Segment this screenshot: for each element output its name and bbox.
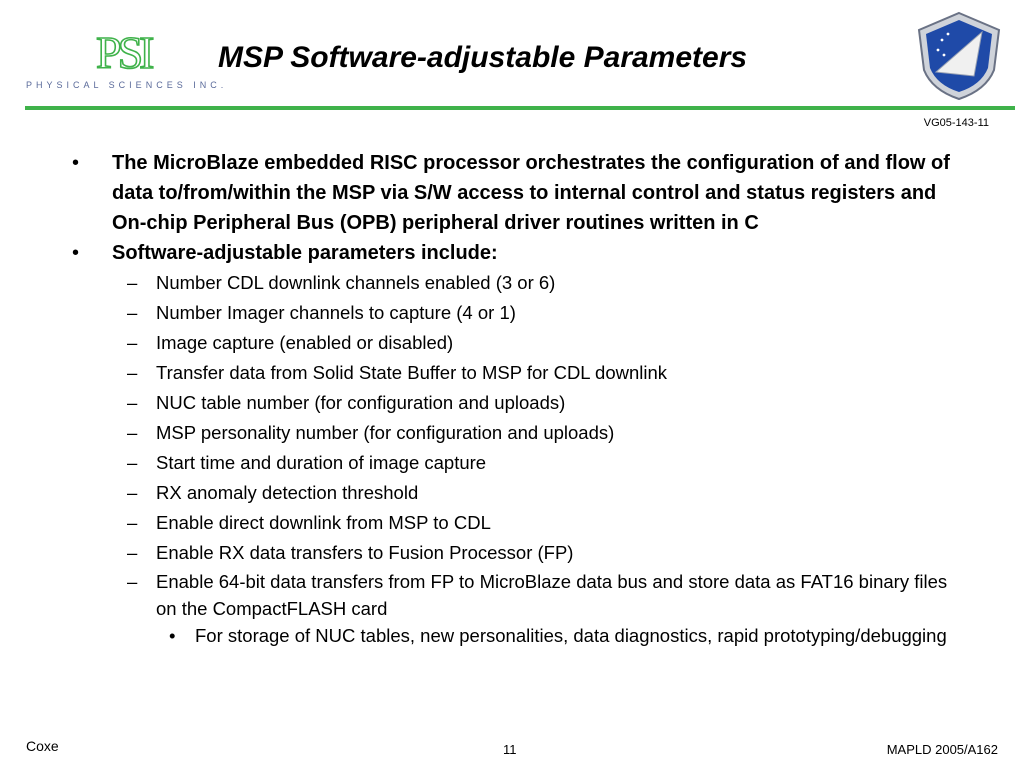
psi-logo-text: PSI: [96, 27, 151, 74]
list-item: [72, 328, 972, 358]
list-item: [72, 448, 972, 478]
conference-id: MAPLD 2005/A162: [886, 742, 998, 757]
bullet-text: Transfer data from Solid State Buffer to MSP for CDL downlink: [156, 362, 668, 383]
list-item: [72, 508, 972, 538]
bullet-text: NUC table number (for configuration and uploads): [156, 392, 566, 413]
bullet-text: Image capture (enabled or disabled): [156, 332, 454, 353]
bullet-text: Enable 64-bit data transfers from FP to MicroBlaze data bus and store data as FAT16 binary files on the CompactFLASH card: [156, 571, 948, 619]
dash-icon: –: [127, 272, 138, 293]
company-name: PHYSICAL SCIENCES INC.: [26, 80, 228, 90]
dash-icon: –: [127, 392, 138, 413]
bullet-dot-icon: •: [169, 625, 176, 646]
list-item: [72, 358, 972, 388]
bullet-text: Enable direct downlink from MSP to CDL: [156, 512, 491, 533]
bullet-text: The MicroBlaze embedded RISC processor orchestrates the configuration of and flow of data to/from/within the MSP via S/W access to internal control and status registers and On-chip Peripheral Bus (OPB) peripheral driver routines written in C: [112, 152, 950, 234]
bullet-list: [72, 148, 972, 649]
list-item: [72, 568, 972, 622]
list-item: [72, 238, 972, 268]
list-item: [72, 268, 972, 298]
dash-icon: –: [127, 542, 138, 563]
header-rule: [25, 106, 1015, 110]
bullet-text: Start time and duration of image capture: [156, 452, 487, 473]
document-id: VG05-143-11: [923, 117, 989, 129]
list-item: [72, 622, 972, 649]
psi-logo: [94, 24, 160, 74]
bullet-text: MSP personality number (for configuration and uploads): [156, 422, 615, 443]
dash-icon: –: [127, 422, 138, 443]
afrl-emblem: [914, 10, 1004, 102]
bullet-text: Number Imager channels to capture (4 or 1): [156, 302, 516, 323]
dash-icon: –: [127, 571, 138, 592]
slide-title: MSP Software-adjustable Parameters: [218, 41, 748, 74]
dash-icon: –: [127, 362, 138, 383]
bullet-icon: •: [72, 152, 80, 174]
list-item: [72, 538, 972, 568]
dash-icon: –: [127, 452, 138, 473]
bullet-text: RX anomaly detection threshold: [156, 482, 419, 503]
bullet-text: Number CDL downlink channels enabled (3 or 6): [156, 272, 556, 293]
list-item: [72, 418, 972, 448]
dash-icon: –: [127, 512, 138, 533]
dash-icon: –: [127, 332, 138, 353]
page-number: 11: [503, 742, 517, 757]
bullet-icon: •: [72, 242, 80, 264]
list-item: [72, 478, 972, 508]
list-item: [72, 148, 972, 238]
footer-author: Coxe: [26, 738, 59, 754]
dash-icon: –: [127, 482, 138, 503]
list-item: [72, 298, 972, 328]
bullet-text: For storage of NUC tables, new personalities, data diagnostics, rapid prototyping/debugging: [195, 625, 947, 646]
dash-icon: –: [127, 302, 138, 323]
bullet-text: Enable RX data transfers to Fusion Processor (FP): [156, 542, 574, 563]
bullet-text: Software-adjustable parameters include:: [112, 242, 498, 264]
list-item: [72, 388, 972, 418]
